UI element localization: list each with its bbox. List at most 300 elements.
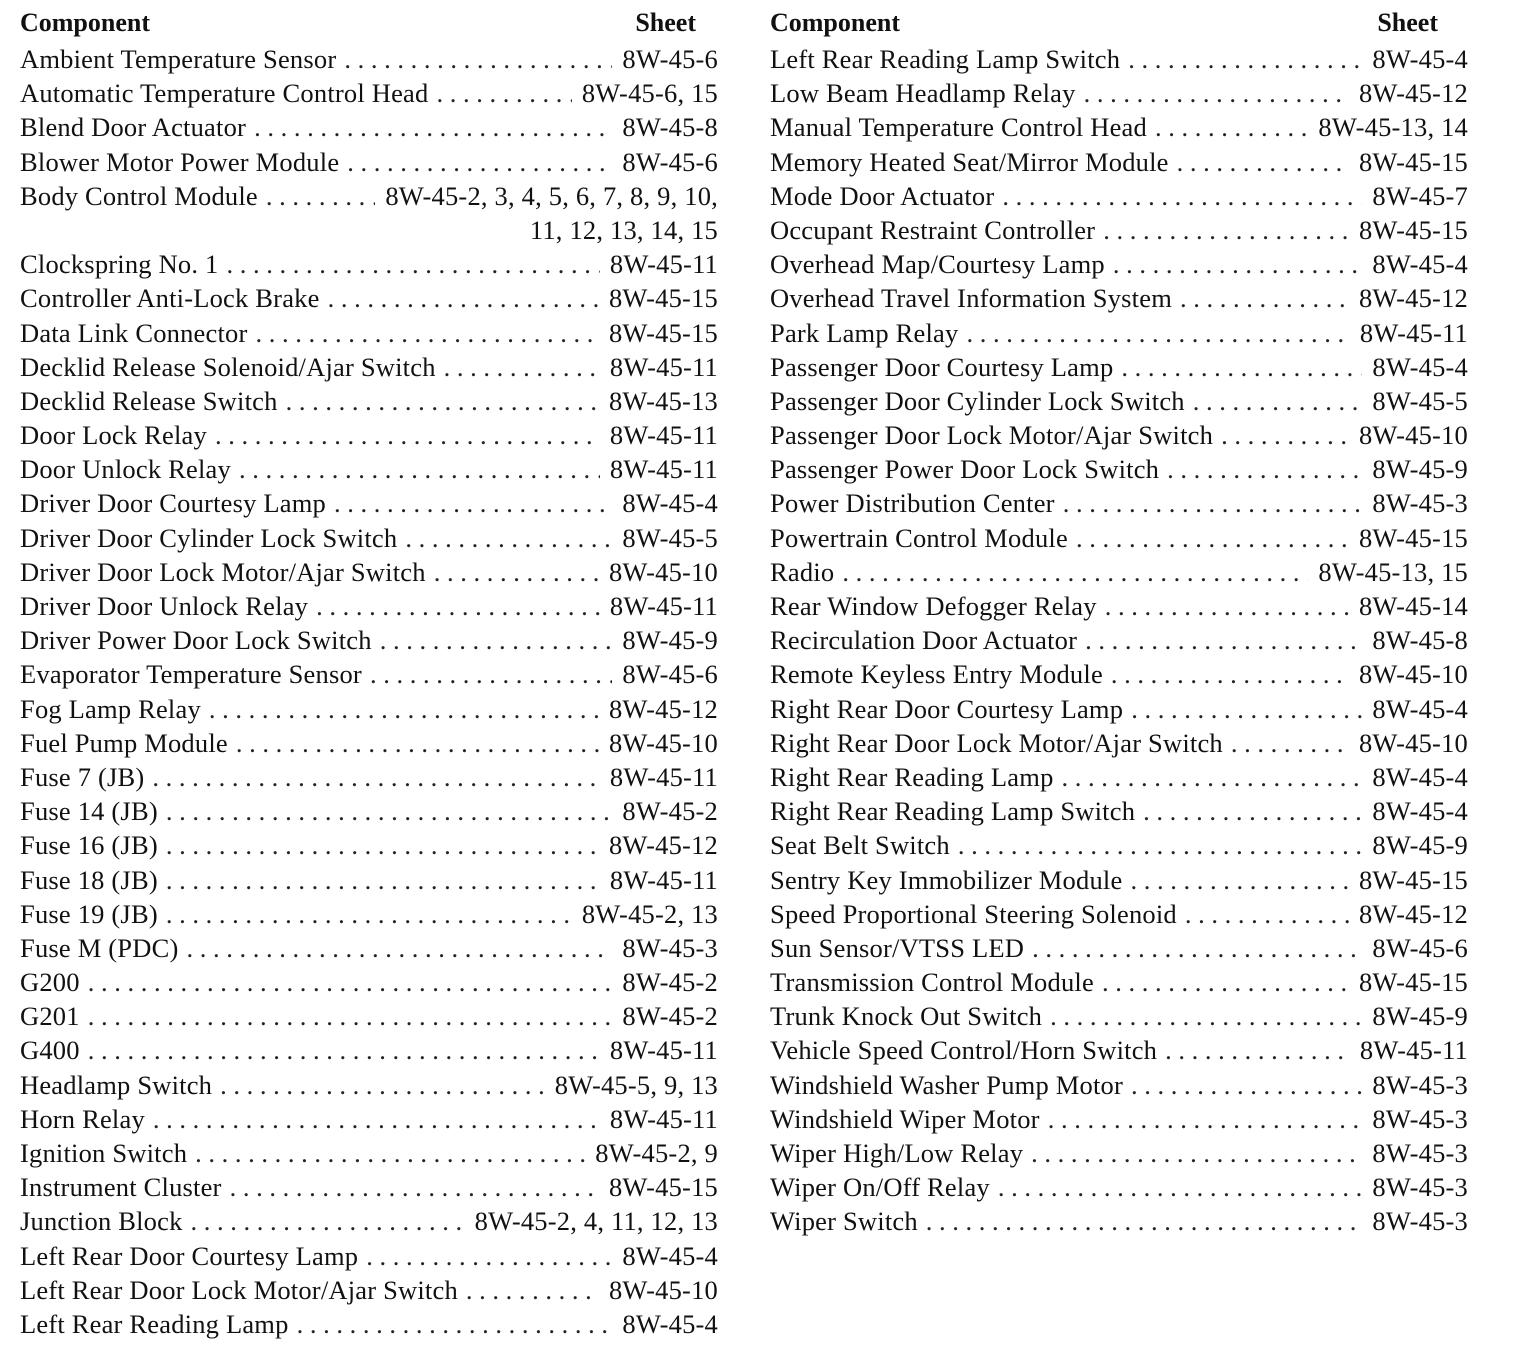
component-name: Driver Door Courtesy Lamp [20, 488, 326, 519]
component-name: Left Rear Door Lock Motor/Ajar Switch [20, 1274, 458, 1305]
dot-leader [1084, 76, 1349, 110]
component-name: Passenger Door Lock Motor/Ajar Switch [770, 420, 1214, 451]
dot-leader [1076, 521, 1349, 555]
dot-leader [436, 76, 571, 110]
component-name: Evaporator Temperature Sensor [20, 659, 362, 690]
component-name: Trunk Knock Out Switch [770, 1001, 1043, 1032]
sheet-reference: 8W-45-15 [1358, 864, 1468, 895]
index-entry [770, 384, 1468, 418]
index-entry [20, 76, 718, 110]
component-name: Power Distribution Center [770, 488, 1055, 519]
sheet-reference: 8W-45-3 [622, 932, 718, 963]
index-entry [20, 452, 718, 486]
component-name: Fuse 7 (JB) [20, 761, 145, 792]
index-entry [20, 794, 718, 828]
index-entry [20, 828, 718, 862]
index-entry [770, 452, 1468, 486]
component-name: Blend Door Actuator [20, 112, 247, 143]
component-name: Fuse 14 (JB) [20, 796, 158, 827]
sheet-reference: 8W-45-11 [609, 1035, 718, 1066]
index-entry [20, 897, 718, 931]
left-column-header [20, 8, 718, 38]
dot-leader [1113, 247, 1363, 281]
index-entry [770, 521, 1468, 555]
dot-leader [1143, 794, 1362, 828]
sheet-reference: 8W-45-10 [1358, 727, 1468, 758]
component-name: Door Unlock Relay [20, 454, 231, 485]
sheet-reference: 8W-45-11 [1359, 1035, 1468, 1066]
dot-leader [366, 1239, 612, 1273]
component-name: Overhead Map/Courtesy Lamp [770, 249, 1105, 280]
index-entry [770, 281, 1468, 315]
dot-leader [215, 418, 600, 452]
sheet-reference: 8W-45-9 [1372, 1001, 1468, 1032]
sheet-reference: 8W-45-7 [1372, 180, 1468, 211]
index-entry [770, 657, 1468, 691]
dot-leader [88, 1033, 600, 1067]
index-entry [20, 521, 718, 555]
sheet-reference: 8W-45-12 [1358, 283, 1468, 314]
sheet-reference: 8W-45-15 [608, 283, 718, 314]
dot-leader [966, 316, 1349, 350]
sheet-reference: 8W-45-11 [609, 761, 718, 792]
index-entry [770, 418, 1468, 452]
index-entry [20, 179, 718, 213]
component-name: Wiper On/Off Relay [770, 1172, 990, 1203]
index-entry [20, 1239, 718, 1273]
sheet-reference: 8W-45-3 [1372, 1103, 1468, 1134]
sheet-reference: 8W-45-5 [1372, 385, 1468, 416]
dot-leader [166, 863, 600, 897]
component-name: Seat Belt Switch [770, 830, 950, 861]
index-entry [20, 931, 718, 965]
sheet-reference: 8W-45-11 [609, 591, 718, 621]
sheet-reference: 8W-45-2, 3, 4, 5, 6, 7, 8, 9, 10, [385, 180, 718, 211]
index-entry [770, 110, 1468, 144]
dot-leader [405, 521, 612, 555]
sheet-reference: 8W-45-11 [1359, 317, 1468, 348]
component-name: Windshield Wiper Motor [770, 1103, 1040, 1134]
index-entry [20, 1033, 718, 1067]
component-name: Memory Heated Seat/Mirror Module [770, 146, 1169, 177]
sheet-reference: 8W-45-10 [608, 1274, 718, 1305]
sheet-reference: 8W-45-11 [609, 420, 718, 451]
component-name: Right Rear Door Lock Motor/Ajar Switch [770, 727, 1223, 758]
index-entry [770, 726, 1468, 760]
index-entry [770, 1033, 1468, 1067]
dot-leader [166, 828, 599, 862]
dot-leader [334, 486, 612, 520]
index-entry [20, 486, 718, 520]
dot-leader [88, 999, 613, 1033]
component-name: Ignition Switch [20, 1138, 188, 1168]
dot-leader [1050, 999, 1362, 1033]
dot-leader [466, 1273, 599, 1307]
right-entry-list [770, 42, 1468, 1239]
index-entry [20, 1170, 718, 1204]
component-name: Fuse M (PDC) [20, 932, 179, 963]
sheet-reference: 8W-45-2, 4, 11, 12, 13 [474, 1206, 718, 1237]
dot-leader [1130, 863, 1349, 897]
index-entry [20, 863, 718, 897]
component-name: Left Rear Reading Lamp Switch [770, 44, 1121, 74]
component-name: Windshield Washer Pump Motor [770, 1069, 1124, 1100]
dot-leader [1131, 692, 1362, 726]
dot-leader [958, 828, 1363, 862]
dot-leader [256, 316, 599, 350]
sheet-reference: 8W-45-4 [1372, 796, 1468, 827]
index-entry [20, 1102, 718, 1136]
right-column [770, 8, 1468, 1239]
sheet-reference: 8W-45-2 [622, 1001, 718, 1032]
component-name: Passenger Door Cylinder Lock Switch [770, 385, 1185, 416]
component-name: Horn Relay [20, 1103, 145, 1134]
sheet-reference: 8W-45-8 [1372, 625, 1468, 656]
dot-leader [1165, 1033, 1350, 1067]
index-entry [20, 110, 718, 144]
index-entry [770, 828, 1468, 862]
left-entry-list [20, 42, 718, 1341]
component-name: Driver Power Door Lock Switch [20, 625, 372, 656]
component-name: Fog Lamp Relay [20, 693, 201, 724]
component-name: Fuse 19 (JB) [20, 898, 158, 929]
dot-leader [286, 384, 599, 418]
sheet-reference: 8W-45-12 [1358, 898, 1468, 929]
sheet-reference: 8W-45-4 [1372, 44, 1468, 74]
sheet-reference: 8W-45-10 [608, 556, 718, 587]
index-entry [20, 760, 718, 794]
index-entry [20, 555, 718, 589]
dot-leader [316, 589, 600, 623]
sheet-reference: 8W-45-3 [1372, 1206, 1468, 1237]
dot-leader [1231, 726, 1349, 760]
index-entry [20, 145, 718, 179]
sheet-reference: 8W-45-12 [608, 693, 718, 724]
dot-leader [842, 555, 1308, 589]
component-name: Powertrain Control Module [770, 522, 1068, 553]
sheet-reference: 8W-45-6, 15 [581, 78, 718, 109]
dot-leader [153, 1102, 600, 1136]
dot-leader [434, 555, 599, 589]
dot-leader [220, 1068, 545, 1102]
dot-leader [1221, 418, 1349, 452]
sheet-reference: 8W-45-2, 13 [581, 898, 718, 929]
sheet-reference: 8W-45-15 [1358, 522, 1468, 553]
index-entry [20, 384, 718, 418]
component-name: Left Rear Door Courtesy Lamp [20, 1240, 359, 1271]
index-entry [770, 794, 1468, 828]
component-name: Radio [770, 556, 835, 587]
index-entry [770, 965, 1468, 999]
index-entry [20, 999, 718, 1033]
sheet-reference: 8W-45-5, 9, 13 [554, 1069, 718, 1100]
component-name: Ambient Temperature Sensor [20, 44, 337, 74]
dot-leader [380, 623, 613, 657]
component-name: Controller Anti-Lock Brake [20, 283, 320, 314]
dot-leader [166, 794, 613, 828]
sheet-reference: 8W-45-4 [622, 488, 718, 519]
dot-leader [370, 657, 612, 691]
component-name: Driver Door Cylinder Lock Switch [20, 522, 398, 553]
component-name: Fuse 16 (JB) [20, 830, 158, 861]
index-entry [20, 247, 718, 281]
index-entry [770, 589, 1468, 623]
component-name: Decklid Release Solenoid/Ajar Switch [20, 351, 436, 382]
dot-leader [1031, 1136, 1362, 1170]
index-entry [20, 1136, 718, 1170]
index-entry [770, 316, 1468, 350]
sheet-reference: 8W-45-4 [1372, 351, 1468, 382]
index-entry [20, 1307, 718, 1341]
sheet-reference: 8W-45-9 [1372, 830, 1468, 861]
dot-leader [166, 897, 572, 931]
sheet-reference: 8W-45-2, 9 [595, 1138, 718, 1168]
component-name: Occupant Restraint Controller [770, 214, 1096, 245]
sheet-reference: 8W-45-10 [1358, 659, 1468, 690]
component-name: Speed Proportional Steering Solenoid [770, 898, 1177, 929]
dot-leader [1002, 179, 1362, 213]
component-name: Headlamp Switch [20, 1069, 213, 1100]
index-entry [770, 863, 1468, 897]
component-name: Recirculation Door Actuator [770, 625, 1078, 656]
dot-leader [1032, 931, 1362, 965]
component-name: Low Beam Headlamp Relay [770, 78, 1076, 109]
dot-leader [226, 247, 599, 281]
sheet-reference: 8W-45-11 [609, 454, 718, 485]
dot-leader [998, 1170, 1363, 1204]
component-name: Mode Door Actuator [770, 180, 995, 211]
index-entry [20, 350, 718, 384]
index-entry [770, 1068, 1468, 1102]
component-name: Decklid Release Switch [20, 385, 278, 416]
component-name: Park Lamp Relay [770, 317, 959, 348]
component-name: Passenger Power Door Lock Switch [770, 454, 1160, 485]
sheet-reference: 8W-45-10 [1358, 420, 1468, 451]
dot-leader [1048, 1102, 1363, 1136]
component-name: Door Lock Relay [20, 420, 207, 451]
component-name: Sun Sensor/VTSS LED [770, 932, 1025, 963]
sheet-reference: 8W-45-2 [622, 967, 718, 998]
index-entry [20, 657, 718, 691]
dot-leader [1121, 350, 1362, 384]
dot-leader [1155, 110, 1308, 144]
sheet-reference: 8W-45-11 [609, 1103, 718, 1134]
sheet-reference: 8W-45-12 [608, 830, 718, 861]
index-entry [20, 316, 718, 350]
dot-leader [297, 1307, 613, 1341]
sheet-reference: 8W-45-13 [608, 385, 718, 416]
component-name: Rear Window Defogger Relay [770, 591, 1097, 621]
dot-leader [1063, 486, 1363, 520]
sheet-header: Sheet [1377, 8, 1438, 37]
dot-leader [344, 42, 612, 76]
dot-leader [328, 281, 599, 315]
dot-leader [1131, 1068, 1362, 1102]
component-name: Instrument Cluster [20, 1172, 222, 1203]
dot-leader [444, 350, 600, 384]
index-entry [20, 1204, 718, 1238]
dot-leader [1103, 213, 1349, 247]
index-entry [770, 145, 1468, 179]
component-name: Wiper Switch [770, 1206, 918, 1237]
sheet-reference: 8W-45-11 [609, 249, 718, 280]
dot-leader [1085, 623, 1362, 657]
dot-leader [88, 965, 613, 999]
sheet-reference: 8W-45-15 [1358, 967, 1468, 998]
sheet-reference: 8W-45-6 [622, 659, 718, 690]
index-entry [770, 897, 1468, 931]
component-name: Driver Door Lock Motor/Ajar Switch [20, 556, 426, 587]
index-entry [770, 350, 1468, 384]
index-entry [770, 486, 1468, 520]
sheet-reference: 8W-45-3 [1372, 1138, 1468, 1168]
component-name: G200 [20, 967, 80, 998]
component-name: Remote Keyless Entry Module [770, 659, 1103, 690]
sheet-reference: 11, 12, 13, 14, 15 [529, 214, 718, 245]
dot-leader [236, 726, 599, 760]
component-name: Driver Door Unlock Relay [20, 591, 309, 621]
component-name: Sentry Key Immobilizer Module [770, 864, 1123, 895]
sheet-reference: 8W-45-9 [622, 625, 718, 656]
sheet-reference: 8W-45-10 [608, 727, 718, 758]
sheet-header: Sheet [635, 8, 696, 37]
dot-leader [1105, 589, 1349, 623]
sheet-reference: 8W-45-3 [1372, 488, 1468, 519]
sheet-reference: 8W-45-4 [622, 1308, 718, 1339]
index-entry [20, 726, 718, 760]
dot-leader [239, 452, 600, 486]
dot-leader [195, 1136, 585, 1170]
sheet-reference: 8W-45-15 [608, 317, 718, 348]
sheet-reference: 8W-45-3 [1372, 1069, 1468, 1100]
sheet-reference: 8W-45-3 [1372, 1172, 1468, 1203]
sheet-reference: 8W-45-4 [1372, 249, 1468, 280]
sheet-reference: 8W-45-2 [622, 796, 718, 827]
sheet-reference: 8W-45-13, 14 [1318, 112, 1468, 143]
component-name: Wiper High/Low Relay [770, 1138, 1024, 1168]
sheet-reference: 8W-45-4 [1372, 693, 1468, 724]
index-entry [770, 931, 1468, 965]
sheet-reference: 8W-45-11 [609, 864, 718, 895]
sheet-reference: 8W-45-6 [622, 146, 718, 177]
component-name: Right Rear Reading Lamp Switch [770, 796, 1136, 827]
dot-leader [1167, 452, 1362, 486]
dot-leader [1102, 965, 1349, 999]
index-entry [20, 213, 718, 247]
component-name: Body Control Module [20, 180, 258, 211]
sheet-reference: 8W-45-6 [1372, 932, 1468, 963]
index-entry [20, 692, 718, 726]
component-name: Junction Block [20, 1206, 183, 1237]
sheet-reference: 8W-45-15 [1358, 214, 1468, 245]
dot-leader [191, 1204, 465, 1238]
left-column [20, 8, 718, 1341]
index-entry [20, 418, 718, 452]
index-entry [770, 76, 1468, 110]
index-entry [770, 179, 1468, 213]
dot-leader [1180, 281, 1349, 315]
sheet-reference: 8W-45-8 [622, 112, 718, 143]
dot-leader [186, 931, 612, 965]
index-entry [770, 1204, 1468, 1238]
dot-leader [266, 179, 375, 213]
dot-leader [1177, 145, 1349, 179]
component-name: G201 [20, 1001, 80, 1032]
component-name: Passenger Door Courtesy Lamp [770, 351, 1114, 382]
index-entry [770, 1102, 1468, 1136]
sheet-reference: 8W-45-15 [1358, 146, 1468, 177]
index-entry [20, 965, 718, 999]
sheet-reference: 8W-45-14 [1358, 591, 1468, 621]
index-entry [770, 760, 1468, 794]
sheet-reference: 8W-45-15 [608, 1172, 718, 1203]
sheet-reference: 8W-45-5 [622, 522, 718, 553]
index-entry [770, 1170, 1468, 1204]
sheet-reference: 8W-45-12 [1358, 78, 1468, 109]
dot-leader [926, 1204, 1363, 1238]
index-entry [770, 623, 1468, 657]
index-entry [770, 247, 1468, 281]
component-name: Right Rear Reading Lamp [770, 761, 1054, 792]
dot-leader [209, 692, 599, 726]
component-name: Right Rear Door Courtesy Lamp [770, 693, 1124, 724]
index-entry [770, 213, 1468, 247]
dot-leader [1193, 384, 1363, 418]
index-entry [20, 589, 718, 623]
index-entry [770, 42, 1468, 76]
sheet-reference: 8W-45-13, 15 [1318, 556, 1468, 587]
index-entry [770, 692, 1468, 726]
dot-leader [1128, 42, 1362, 76]
sheet-reference: 8W-45-9 [1372, 454, 1468, 485]
dot-leader [1062, 760, 1363, 794]
index-entry [20, 1068, 718, 1102]
index-entry [20, 1273, 718, 1307]
index-entry [770, 555, 1468, 589]
component-name: Blower Motor Power Module [20, 146, 340, 177]
component-name: Fuse 18 (JB) [20, 864, 158, 895]
dot-leader [254, 110, 612, 144]
index-entry [770, 999, 1468, 1033]
sheet-reference: 8W-45-6 [622, 44, 718, 74]
component-header: Component [770, 8, 901, 37]
component-name: Automatic Temperature Control Head [20, 78, 429, 109]
index-entry [770, 1136, 1468, 1170]
component-name: Clockspring No. 1 [20, 249, 219, 280]
component-name: G400 [20, 1035, 80, 1066]
dot-leader [1185, 897, 1349, 931]
sheet-reference: 8W-45-4 [622, 1240, 718, 1271]
component-header: Component [20, 8, 151, 37]
component-name: Overhead Travel Information System [770, 283, 1173, 314]
dot-leader [347, 145, 612, 179]
sheet-reference: 8W-45-11 [609, 351, 718, 382]
component-name: Fuel Pump Module [20, 727, 228, 758]
component-name: Transmission Control Module [770, 967, 1094, 998]
component-name: Data Link Connector [20, 317, 248, 348]
index-entry [20, 281, 718, 315]
index-entry [20, 623, 718, 657]
index-entry [20, 42, 718, 76]
sheet-reference: 8W-45-4 [1372, 761, 1468, 792]
component-name: Left Rear Reading Lamp [20, 1308, 289, 1339]
dot-leader [152, 760, 600, 794]
component-name: Vehicle Speed Control/Horn Switch [770, 1035, 1158, 1066]
right-column-header [770, 8, 1468, 38]
dot-leader [1111, 657, 1349, 691]
dot-leader [230, 1170, 599, 1204]
component-name: Manual Temperature Control Head [770, 112, 1147, 143]
